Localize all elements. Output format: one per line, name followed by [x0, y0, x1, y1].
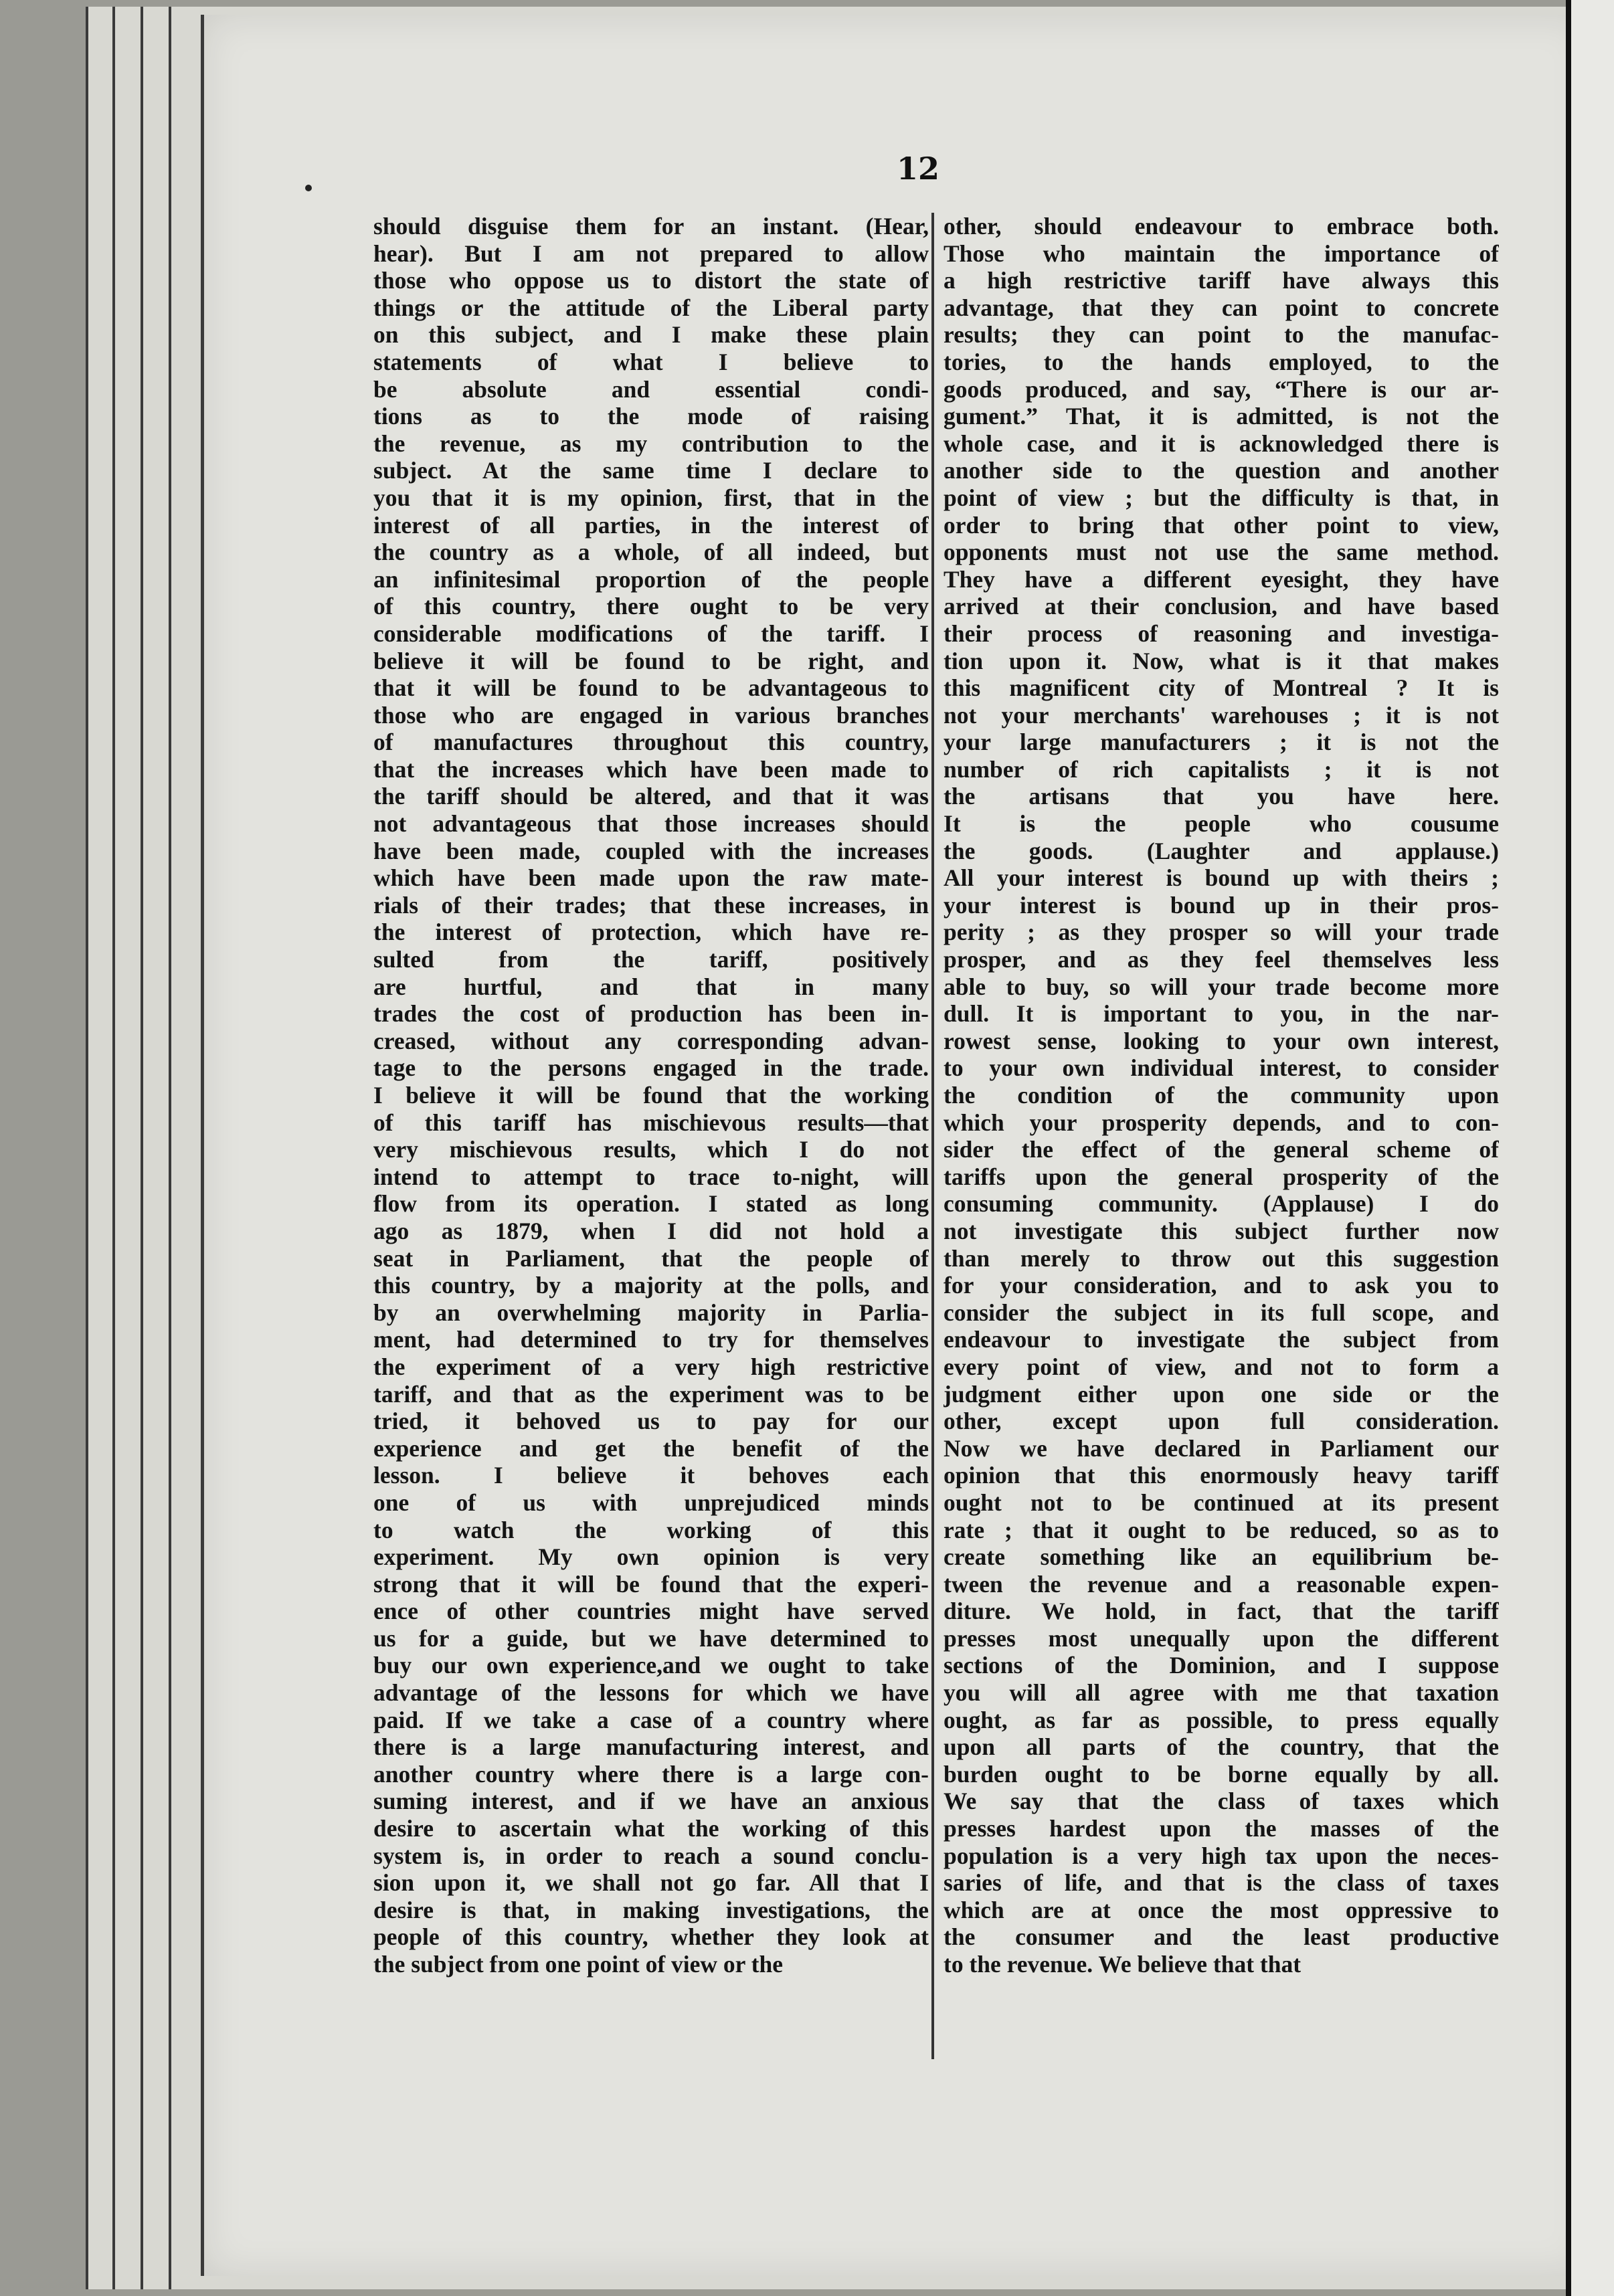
text-line: not investigate this subject further now — [944, 1217, 1499, 1244]
text-line: the condition of the community upon — [944, 1082, 1499, 1109]
text-line: ought not to be continued at its present — [944, 1489, 1499, 1516]
text-line: able to buy, so will your trade become more — [944, 973, 1499, 1000]
adjacent-page-strip — [1566, 0, 1614, 2296]
text-line: Now we have declared in Parliament our — [944, 1434, 1499, 1462]
text-line: dull. It is important to you, in the nar- — [944, 1000, 1499, 1028]
text-line: to your own individual interest, to consider — [944, 1054, 1499, 1082]
text-line: are hurtful, and that in many — [373, 973, 929, 1000]
text-line: results; they can point to the manufac- — [944, 321, 1499, 349]
text-line: tariffs upon the general prosperity of the — [944, 1163, 1499, 1190]
text-line: your interest is bound up in their pros- — [944, 891, 1499, 919]
text-line: every point of view, and not to form a — [944, 1353, 1499, 1380]
text-line: than merely to throw out this suggestion — [944, 1244, 1499, 1272]
text-line: tariff, and that as the experiment was to be — [373, 1380, 929, 1408]
text-line: ought, as far as possible, to press equally — [944, 1706, 1499, 1733]
text-line: presses hardest upon the masses of the — [944, 1815, 1499, 1842]
text-line: Those who maintain the importance of — [944, 240, 1499, 267]
text-line: subject. At the same time I declare to — [373, 457, 929, 484]
text-line: saries of life, and that is the class of taxes — [944, 1869, 1499, 1897]
text-line: strong that it will be found that the experi- — [373, 1570, 929, 1598]
text-line: for your consideration, and to ask you to — [944, 1272, 1499, 1299]
text-line: flow from its operation. I stated as long — [373, 1190, 929, 1218]
text-line: that it will be found to be advantageous to — [373, 674, 929, 702]
text-line: not advantageous that those increases should — [373, 810, 929, 838]
text-line: you that it is my opinion, first, that in the — [373, 484, 929, 511]
text-line: tories, to the hands employed, to the — [944, 348, 1499, 375]
text-line: the tariff should be altered, and that it was — [373, 783, 929, 810]
text-line: an infinitesimal proportion of the people — [373, 565, 929, 593]
text-line: tions as to the mode of raising — [373, 403, 929, 430]
text-line: burden ought to be borne equally by all. — [944, 1760, 1499, 1788]
text-line: of this tariff has mischievous results—that — [373, 1109, 929, 1136]
text-line: sections of the Dominion, and I suppose — [944, 1652, 1499, 1679]
text-line: to watch the working of this — [373, 1516, 929, 1543]
text-line: experience and get the benefit of the — [373, 1434, 929, 1462]
right-text-column — [944, 213, 1499, 1978]
text-line: ence of other countries might have served — [373, 1598, 929, 1625]
text-line: rowest sense, looking to your own interest, — [944, 1027, 1499, 1054]
text-line: interest of all parties, in the interest of — [373, 511, 929, 539]
text-line: that the increases which have been made to — [373, 755, 929, 783]
text-line: us for a guide, but we have determined to — [373, 1624, 929, 1652]
text-line: endeavour to investigate the subject from — [944, 1326, 1499, 1353]
text-line: advantage of the lessons for which we have — [373, 1679, 929, 1707]
column-rule — [931, 213, 934, 2059]
text-line: ment, had determined to try for themselves — [373, 1326, 929, 1353]
text-line: goods produced, and say, “There is our ar- — [944, 375, 1499, 403]
text-line: gument.” That, it is admitted, is not the — [944, 403, 1499, 430]
text-line: another side to the question and another — [944, 457, 1499, 484]
text-line: creased, without any corresponding advan- — [373, 1027, 929, 1054]
text-line: opinion that this enormously heavy tariff — [944, 1462, 1499, 1489]
text-line: the artisans that you have here. — [944, 783, 1499, 810]
text-line: considerable modifications of the tariff. I — [373, 619, 929, 647]
text-line: those who oppose us to distort the state of — [373, 267, 929, 294]
text-line: lesson. I believe it behoves each — [373, 1462, 929, 1489]
text-line: perity ; as they prosper so will your trade — [944, 919, 1499, 946]
text-line: the country as a whole, of all indeed, but — [373, 539, 929, 566]
text-line: people of this country, whether they look at — [373, 1923, 929, 1951]
text-line: buy our own experience,and we ought to take — [373, 1652, 929, 1679]
text-line: the goods. (Laughter and applause.) — [944, 837, 1499, 864]
text-line: very mischievous results, which I do not — [373, 1136, 929, 1163]
text-line: They have a different eyesight, they have — [944, 565, 1499, 593]
text-line: this magnificent city of Montreal ? It is — [944, 674, 1499, 702]
text-line: not your merchants' warehouses ; it is not — [944, 701, 1499, 729]
text-line: one of us with unprejudiced minds — [373, 1489, 929, 1516]
text-line: the interest of protection, which have re- — [373, 919, 929, 946]
text-line: the revenue, as my contribution to the — [373, 429, 929, 457]
text-line: the subject from one point of view or the — [373, 1951, 783, 1978]
text-line: ago as 1879, when I did not hold a — [373, 1217, 929, 1244]
text-line: their process of reasoning and investiga- — [944, 619, 1499, 647]
text-line: this country, by a majority at the polls, and — [373, 1272, 929, 1299]
text-line: paid. If we take a case of a country where — [373, 1706, 929, 1733]
text-line: seat in Parliament, that the people of — [373, 1244, 929, 1272]
text-line: other, should endeavour to embrace both. — [944, 213, 1499, 240]
text-line: All your interest is bound up with theirs ; — [944, 864, 1499, 892]
text-line: by an overwhelming majority in Parlia- — [373, 1299, 929, 1326]
text-line: tween the revenue and a reasonable expen- — [944, 1570, 1499, 1598]
text-line: diture. We hold, in fact, that the tariff — [944, 1598, 1499, 1625]
text-line: the experiment of a very high restrictive — [373, 1353, 929, 1380]
text-line: arrived at their conclusion, and have based — [944, 593, 1499, 620]
text-line: which have been made upon the raw mate- — [373, 864, 929, 892]
text-line: consider the subject in its full scope, and — [944, 1299, 1499, 1326]
text-line: We say that the class of taxes which — [944, 1788, 1499, 1815]
text-line: tage to the persons engaged in the trade. — [373, 1054, 929, 1082]
text-line: suming interest, and if we have an anxious — [373, 1788, 929, 1815]
text-line: desire to ascertain what the working of this — [373, 1815, 929, 1842]
text-line: trades the cost of production has been in- — [373, 1000, 929, 1028]
text-line: order to bring that other point to view, — [944, 511, 1499, 539]
text-line: hear). But I am not prepared to allow — [373, 240, 929, 267]
text-line: presses most unequally upon the different — [944, 1624, 1499, 1652]
text-line: to the revenue. We believe that that — [944, 1951, 1302, 1978]
text-line: rate ; that it ought to be reduced, so as to — [944, 1516, 1499, 1543]
text-line: population is a very high tax upon the neces- — [944, 1842, 1499, 1869]
text-line: those who are engaged in various branches — [373, 701, 929, 729]
text-line: another country where there is a large con- — [373, 1760, 929, 1788]
text-line: consuming community. (Applause) I do — [944, 1190, 1499, 1218]
text-line: have been made, coupled with the increases — [373, 837, 929, 864]
text-line: upon all parts of the country, that the — [944, 1733, 1499, 1761]
text-line: be absolute and essential condi- — [373, 375, 929, 403]
text-line: opponents must not use the same method. — [944, 539, 1499, 566]
text-line: things or the attitude of the Liberal party — [373, 294, 929, 321]
text-line: number of rich capitalists ; it is not — [944, 755, 1499, 783]
text-line: there is a large manufacturing interest, and — [373, 1733, 929, 1761]
text-line: on this subject, and I make these plain — [373, 321, 929, 349]
text-line: believe it will be found to be right, and — [373, 647, 929, 674]
text-line: prosper, and as they feel themselves less — [944, 946, 1499, 973]
text-line: It is the people who cousume — [944, 810, 1499, 838]
text-line: advantage, that they can point to concrete — [944, 294, 1499, 321]
text-line: should disguise them for an instant. (Hear, — [373, 213, 929, 240]
text-line: intend to attempt to trace to-night, will — [373, 1163, 929, 1190]
text-line: a high restrictive tariff have always this — [944, 267, 1499, 294]
text-line: desire is that, in making investigations, the — [373, 1896, 929, 1923]
text-line: which are at once the most oppressive to — [944, 1896, 1499, 1923]
text-line: which your prosperity depends, and to con- — [944, 1109, 1499, 1136]
page-number: 12 — [897, 151, 940, 187]
text-line: other, except upon full consideration. — [944, 1408, 1499, 1435]
text-line: whole case, and it is acknowledged there is — [944, 429, 1499, 457]
text-line: statements of what I believe to — [373, 348, 929, 375]
text-line: sider the effect of the general scheme of — [944, 1136, 1499, 1163]
text-line: your large manufacturers ; it is not the — [944, 729, 1499, 756]
ink-speck — [305, 185, 312, 191]
text-line: point of view ; but the difficulty is that, in — [944, 484, 1499, 511]
text-line: rials of their trades; that these increases, in — [373, 891, 929, 919]
text-line: the consumer and the least productive — [944, 1923, 1499, 1951]
text-line: judgment either upon one side or the — [944, 1380, 1499, 1408]
text-line: system is, in order to reach a sound conclu- — [373, 1842, 929, 1869]
text-line: of manufactures throughout this country, — [373, 729, 929, 756]
text-line: I believe it will be found that the working — [373, 1082, 929, 1109]
text-line: tion upon it. Now, what is it that makes — [944, 647, 1499, 674]
text-line: sion upon it, we shall not go far. All that I — [373, 1869, 929, 1897]
text-line: tried, it behoved us to pay for our — [373, 1408, 929, 1435]
text-line: of this country, there ought to be very — [373, 593, 929, 620]
text-line: create something like an equilibrium be- — [944, 1543, 1499, 1571]
left-text-column — [373, 213, 929, 1978]
text-line: sulted from the tariff, positively — [373, 946, 929, 973]
text-line: experiment. My own opinion is very — [373, 1543, 929, 1571]
text-line: you will all agree with me that taxation — [944, 1679, 1499, 1707]
